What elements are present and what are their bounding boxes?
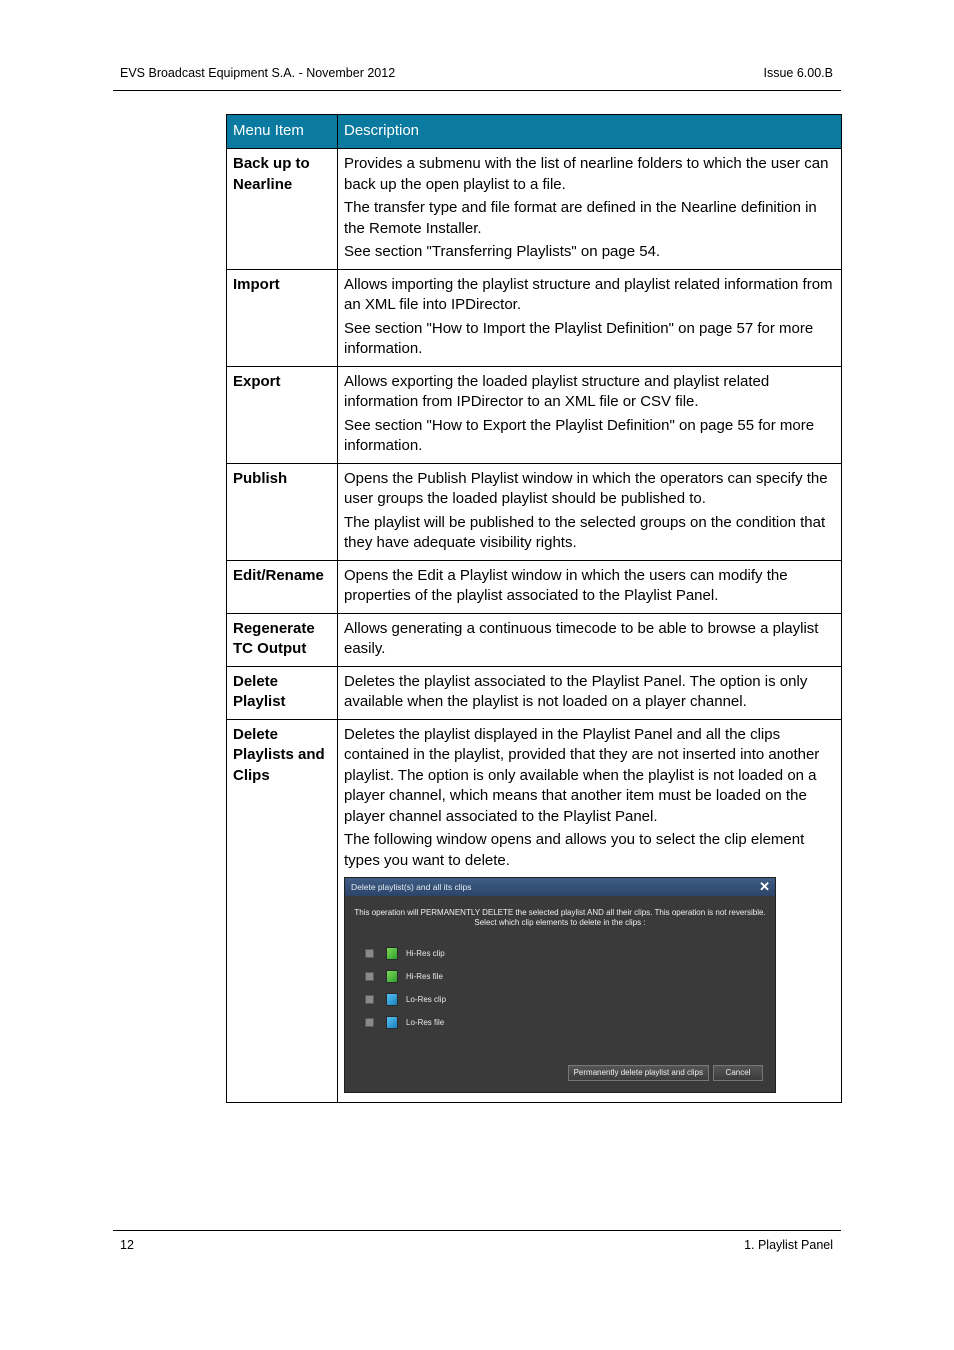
table-row: [227, 560, 842, 613]
table-row: [227, 366, 842, 463]
table-row: [227, 719, 842, 1103]
column-header-description: Description: [338, 115, 842, 149]
blue-clip-icon: [386, 993, 398, 1006]
green-clip-icon: [386, 947, 398, 960]
checkbox[interactable]: [365, 949, 374, 958]
dialog-message-line: This operation will PERMANENTLY DELETE the selected playlist AND all their clips. This operation is not reversible.: [354, 908, 766, 917]
description-paragraph: Deletes the playlist associated to the Playlist Panel. The option is only available when the playlist is not loaded on a player channel.: [344, 672, 808, 710]
delete-dialog-screenshot: [344, 877, 776, 1093]
menu-item-name: Delete Playlists and Clips: [227, 719, 338, 1103]
menu-item-description: [338, 149, 842, 270]
table-row: [227, 613, 842, 666]
menu-item-name: Delete Playlist: [227, 666, 338, 719]
description-paragraph: See section "How to Export the Playlist Definition" on page 55 for more information.: [344, 416, 815, 454]
menu-item-description: [338, 560, 842, 613]
page-number: 12: [120, 1238, 134, 1252]
checkbox[interactable]: [365, 972, 374, 981]
dialog-message-line: Select which clip elements to delete in the clips :: [474, 918, 646, 927]
option-row-lores-clip[interactable]: [365, 988, 775, 1011]
checkbox[interactable]: [365, 995, 374, 1004]
table-header-row: [227, 115, 842, 149]
option-row-lores-file[interactable]: [365, 1011, 775, 1034]
menu-item-description: [338, 719, 842, 1103]
menu-item-name: Back up to Nearline: [227, 149, 338, 270]
table-row: [227, 463, 842, 560]
description-paragraph: The playlist will be published to the selected groups on the condition that they have adequate visibility rights.: [344, 513, 826, 551]
description-paragraph: Allows importing the playlist structure and playlist related information from an XML file into IPDirector.: [344, 275, 833, 313]
menu-item-description: [338, 613, 842, 666]
description-paragraph: The transfer type and file format are defined in the Nearline definition in the Remote Installer.: [344, 199, 817, 237]
chapter-name: 1. Playlist Panel: [744, 1238, 833, 1252]
description-paragraph: The following window opens and allows you to select the clip element types you want to delete.: [344, 831, 805, 869]
option-label: Hi-Res file: [406, 971, 443, 981]
menu-table: [226, 114, 842, 1103]
menu-item-description: [338, 269, 842, 366]
permanently-delete-button[interactable]: Permanently delete playlist and clips: [568, 1065, 709, 1081]
table-row: [227, 666, 842, 719]
description-paragraph: Opens the Publish Playlist window in which the operators can specify the user groups the loaded playlist should be published to.: [344, 469, 828, 507]
checkbox[interactable]: [365, 1018, 374, 1027]
dialog-message: [345, 908, 775, 928]
blue-file-icon: [386, 1016, 398, 1029]
option-label: Lo-Res clip: [406, 994, 447, 1004]
option-label: Hi-Res clip: [406, 948, 445, 958]
table-row: [227, 269, 842, 366]
dialog-buttons: [568, 1065, 763, 1081]
description-paragraph: Deletes the playlist displayed in the Playlist Panel and all the clips contained in the playlist, provided that they are not inserted into another playlist. The option is only available when the playlist is not loaded on a player channel, which means that another item must be loaded on the player channel associated to the Playlist Panel.: [344, 725, 820, 825]
header-right: Issue 6.00.B: [763, 66, 833, 80]
menu-item-name: Import: [227, 269, 338, 366]
menu-item-description: [338, 366, 842, 463]
option-label: Lo-Res file: [406, 1017, 445, 1027]
clip-element-options: [365, 942, 775, 1034]
dialog-title: Delete playlist(s) and all its clips: [351, 882, 472, 892]
close-icon[interactable]: ✕: [759, 879, 770, 894]
description-paragraph: Allows generating a continuous timecode to be able to browse a playlist easily.: [344, 619, 819, 657]
column-header-item: Menu Item: [227, 115, 338, 149]
cancel-button[interactable]: Cancel: [713, 1065, 763, 1081]
option-row-hires-clip[interactable]: [365, 942, 775, 965]
description-paragraph: Allows exporting the loaded playlist structure and playlist related information from IPDirector to an XML file or CSV file.: [344, 372, 770, 410]
green-file-icon: [386, 970, 398, 983]
footer-rule: [113, 1230, 841, 1231]
header-left: EVS Broadcast Equipment S.A. - November 2012: [120, 66, 396, 80]
menu-item-name: Export: [227, 366, 338, 463]
description-paragraph: Opens the Edit a Playlist window in which the users can modify the properties of the playlist associated to the Playlist Panel.: [344, 566, 788, 604]
menu-item-name: Publish: [227, 463, 338, 560]
menu-item-name: Edit/Rename: [227, 560, 338, 613]
option-row-hires-file[interactable]: [365, 965, 775, 988]
description-paragraph: See section "How to Import the Playlist Definition" on page 57 for more information.: [344, 319, 814, 357]
menu-item-description: [338, 666, 842, 719]
menu-item-description: [338, 463, 842, 560]
dialog-title-bar: [345, 878, 775, 896]
description-paragraph: Provides a submenu with the list of nearline folders to which the user can back up the open playlist to a file.: [344, 155, 829, 193]
header-rule: [113, 90, 841, 91]
menu-item-name: Regenerate TC Output: [227, 613, 338, 666]
table-row: [227, 149, 842, 270]
description-paragraph: See section "Transferring Playlists" on page 54.: [344, 243, 661, 260]
